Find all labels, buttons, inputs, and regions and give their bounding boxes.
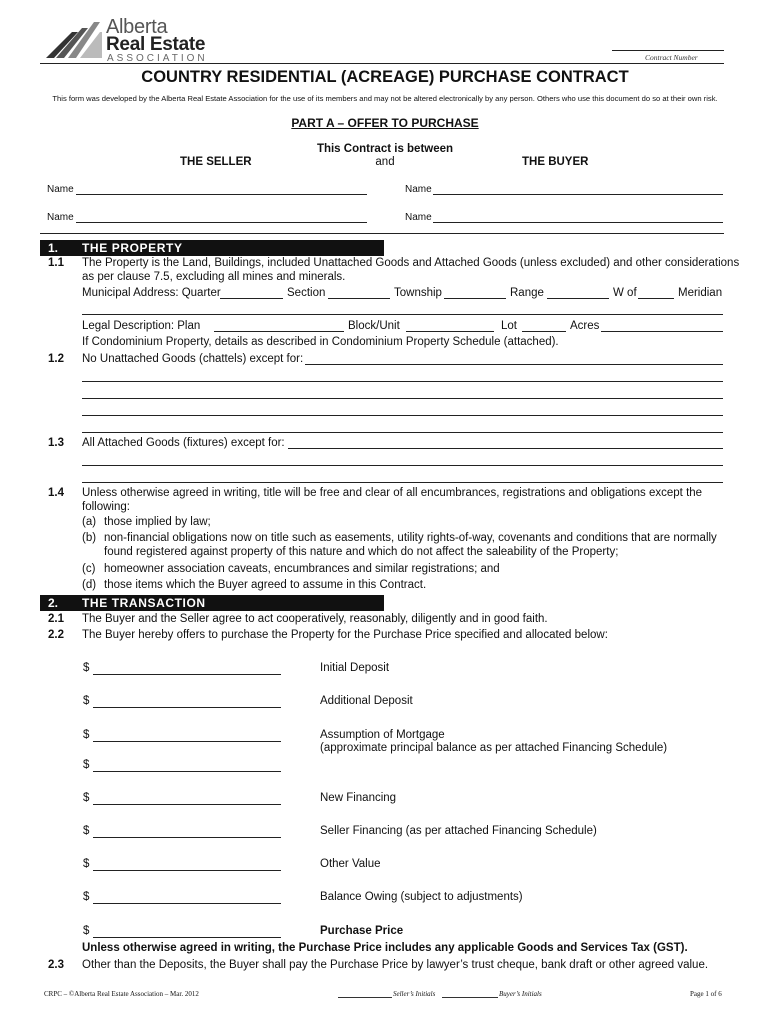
contract-between: This Contract is between (316, 143, 454, 155)
part-a-heading: PART A – OFFER TO PURCHASE (291, 116, 479, 130)
section-1-number: 1. (48, 241, 59, 255)
quarter-field[interactable] (220, 298, 283, 299)
seller-name-label-2: Name (47, 212, 74, 223)
other-value-amount-field[interactable] (93, 870, 281, 871)
item-b-line2: found registered against property of this nature and which do not affect the saleability of the Property; (104, 546, 619, 558)
mortgage-assumption-amount-field[interactable] (93, 741, 281, 742)
w-of-label: W of (613, 287, 637, 299)
dollar-sign: $ (83, 858, 90, 870)
dollar-sign: $ (83, 925, 90, 937)
dollar-sign: $ (83, 825, 90, 837)
clause-1-2-number: 1.2 (48, 353, 64, 365)
address-extra-line[interactable] (82, 314, 723, 315)
purchase-price-amount-field[interactable] (93, 937, 281, 938)
township-label: Township (394, 287, 442, 299)
condo-note: If Condominium Property, details as described in Condominium Property Schedule (attached). (82, 336, 559, 348)
additional-deposit-amount-field[interactable] (93, 707, 281, 708)
township-field[interactable] (444, 298, 506, 299)
section-label: Section (287, 287, 326, 299)
section-rule (40, 233, 724, 234)
unattached-goods-field-1[interactable] (305, 364, 723, 365)
meridian-label: Meridian (678, 287, 723, 299)
buyer-initials-field[interactable] (442, 997, 498, 998)
clause-1-3-number: 1.3 (48, 437, 64, 449)
new-financing-amount-field[interactable] (93, 804, 281, 805)
unattached-goods-field-5[interactable] (82, 432, 723, 433)
seller-name-field-1[interactable] (76, 194, 367, 195)
seller-financing-amount-field[interactable] (93, 837, 281, 838)
buyer-name-field-2[interactable] (433, 222, 723, 223)
item-c-label: (c) (82, 563, 96, 575)
seller-initials-label: Seller’s Initials (393, 990, 436, 998)
range-label: Range (510, 287, 544, 299)
section-field[interactable] (328, 298, 390, 299)
section-2-header (40, 595, 384, 611)
acres-label: Acres (570, 320, 600, 332)
municipal-quarter-label: Municipal Address: Quarter (82, 287, 221, 299)
item-c-text: homeowner association caveats, encumbrances and similar registrations; and (104, 563, 500, 575)
additional-deposit-label: Additional Deposit (320, 695, 413, 707)
mortgage-assumption-sub: (approximate principal balance as per attached Financing Schedule) (320, 742, 668, 754)
page-title: COUNTRY RESIDENTIAL (ACREAGE) PURCHASE CONTRACT (141, 68, 629, 86)
dollar-sign: $ (83, 891, 90, 903)
new-financing-label: New Financing (320, 792, 397, 804)
contract-number-field[interactable] (612, 50, 724, 51)
initial-deposit-amount-field[interactable] (93, 674, 281, 675)
clause-2-2-number: 2.2 (48, 629, 64, 641)
buyer-initials-label: Buyer’s Initials (499, 990, 542, 998)
clause-2-1-number: 2.1 (48, 613, 64, 625)
mortgage-assumption-label: Assumption of Mortgage (320, 729, 445, 741)
clause-1-4-line2: following: (82, 501, 130, 513)
clause-2-3-number: 2.3 (48, 959, 64, 971)
item-d-text: those items which the Buyer agreed to assume in this Contract. (104, 579, 427, 591)
lot-label: Lot (501, 320, 517, 332)
balance-owing-amount-field[interactable] (93, 903, 281, 904)
logo-line2: Real Estate (106, 34, 206, 55)
unattached-goods-field-3[interactable] (82, 398, 723, 399)
gst-note: Unless otherwise agreed in writing, the Purchase Price includes any applicable Goods and Services Tax (GST). (82, 942, 688, 954)
w-of-field[interactable] (638, 298, 674, 299)
unattached-goods-field-4[interactable] (82, 415, 723, 416)
item-b-line1: non-financial obligations now on title such as easements, utility rights-of-way, covenants and conditions that are normally (104, 532, 717, 544)
logo-line1: Alberta (106, 16, 168, 38)
mortgage-assumption-amount-field-2[interactable] (93, 771, 281, 772)
other-value-label: Other Value (320, 858, 381, 870)
item-a-text: those implied by law; (104, 516, 211, 528)
section-1-header (40, 240, 384, 256)
buyer-heading: THE BUYER (522, 156, 589, 168)
dollar-sign: $ (83, 759, 90, 771)
footer-copyright: CRPC – ©Alberta Real Estate Association – Mar. 2012 (44, 990, 199, 998)
item-b-label: (b) (82, 532, 97, 544)
contract-number-label: Contract Number (645, 53, 698, 62)
clause-2-2-text: The Buyer hereby offers to purchase the Property for the Purchase Price specified and allocated below: (82, 629, 608, 641)
and-label: and (375, 156, 395, 168)
buyer-name-field-1[interactable] (433, 194, 723, 195)
plan-field[interactable] (214, 331, 344, 332)
clause-1-4-line1: Unless otherwise agreed in writing, title will be free and clear of all encumbrances, registrations and obligations except the (82, 487, 703, 499)
clause-1-1-number: 1.1 (48, 257, 64, 269)
dollar-sign: $ (83, 729, 90, 741)
top-rule (40, 63, 724, 64)
section-2-number: 2. (48, 596, 59, 610)
dollar-sign: $ (83, 662, 90, 674)
clause-1-3-text: All Attached Goods (fixtures) except for: (82, 437, 285, 449)
lot-field[interactable] (522, 331, 566, 332)
dollar-sign: $ (83, 792, 90, 804)
logo-line3: ASSOCIATION (107, 53, 208, 64)
clause-1-2-text: No Unattached Goods (chattels) except for: (82, 353, 304, 365)
section-2-title: THE TRANSACTION (82, 596, 206, 610)
block-unit-field[interactable] (406, 331, 494, 332)
clause-2-3-text: Other than the Deposits, the Buyer shall pay the Purchase Price by lawyer’s trust cheque, bank draft or other agreed value. (82, 959, 709, 971)
dollar-sign: $ (83, 695, 90, 707)
item-a-label: (a) (82, 516, 97, 528)
buyer-name-label-2: Name (405, 212, 432, 223)
purchase-price-label: Purchase Price (320, 925, 404, 937)
item-d-label: (d) (82, 579, 97, 591)
page-number: Page 1 of 6 (690, 990, 722, 998)
unattached-goods-field-2[interactable] (82, 381, 723, 382)
buyer-name-label-1: Name (405, 184, 432, 195)
clause-1-1-line1: The Property is the Land, Buildings, included Unattached Goods and Attached Goods (unless excluded) and other considerations (82, 257, 740, 269)
clause-2-1-text: The Buyer and the Seller agree to act cooperatively, reasonably, diligently and in good faith. (82, 613, 548, 625)
seller-name-field-2[interactable] (76, 222, 367, 223)
range-field[interactable] (547, 298, 609, 299)
seller-name-label-1: Name (47, 184, 74, 195)
seller-financing-label: Seller Financing (as per attached Financing Schedule) (320, 825, 597, 837)
attached-goods-field-3[interactable] (82, 482, 723, 483)
acres-field[interactable] (601, 331, 723, 332)
seller-initials-field[interactable] (338, 997, 392, 998)
attached-goods-field-2[interactable] (82, 465, 723, 466)
logo-graphic-icon (44, 18, 104, 62)
initial-deposit-label: Initial Deposit (320, 662, 390, 674)
clause-1-1-line2: as per clause 7.5, excluding all mines and minerals. (82, 271, 346, 283)
clause-1-4-number: 1.4 (48, 487, 64, 499)
section-1-title: THE PROPERTY (82, 241, 183, 255)
attached-goods-field-1[interactable] (288, 448, 723, 449)
balance-owing-label: Balance Owing (subject to adjustments) (320, 891, 523, 903)
legal-plan-label: Legal Description: Plan (82, 320, 201, 332)
block-unit-label: Block/Unit (348, 320, 400, 332)
disclaimer: This form was developed by the Alberta Real Estate Association for the use of its members and may not be altered electronically by any person. Others who use this document do so at their own risk. (52, 94, 718, 103)
seller-heading: THE SELLER (180, 156, 252, 168)
